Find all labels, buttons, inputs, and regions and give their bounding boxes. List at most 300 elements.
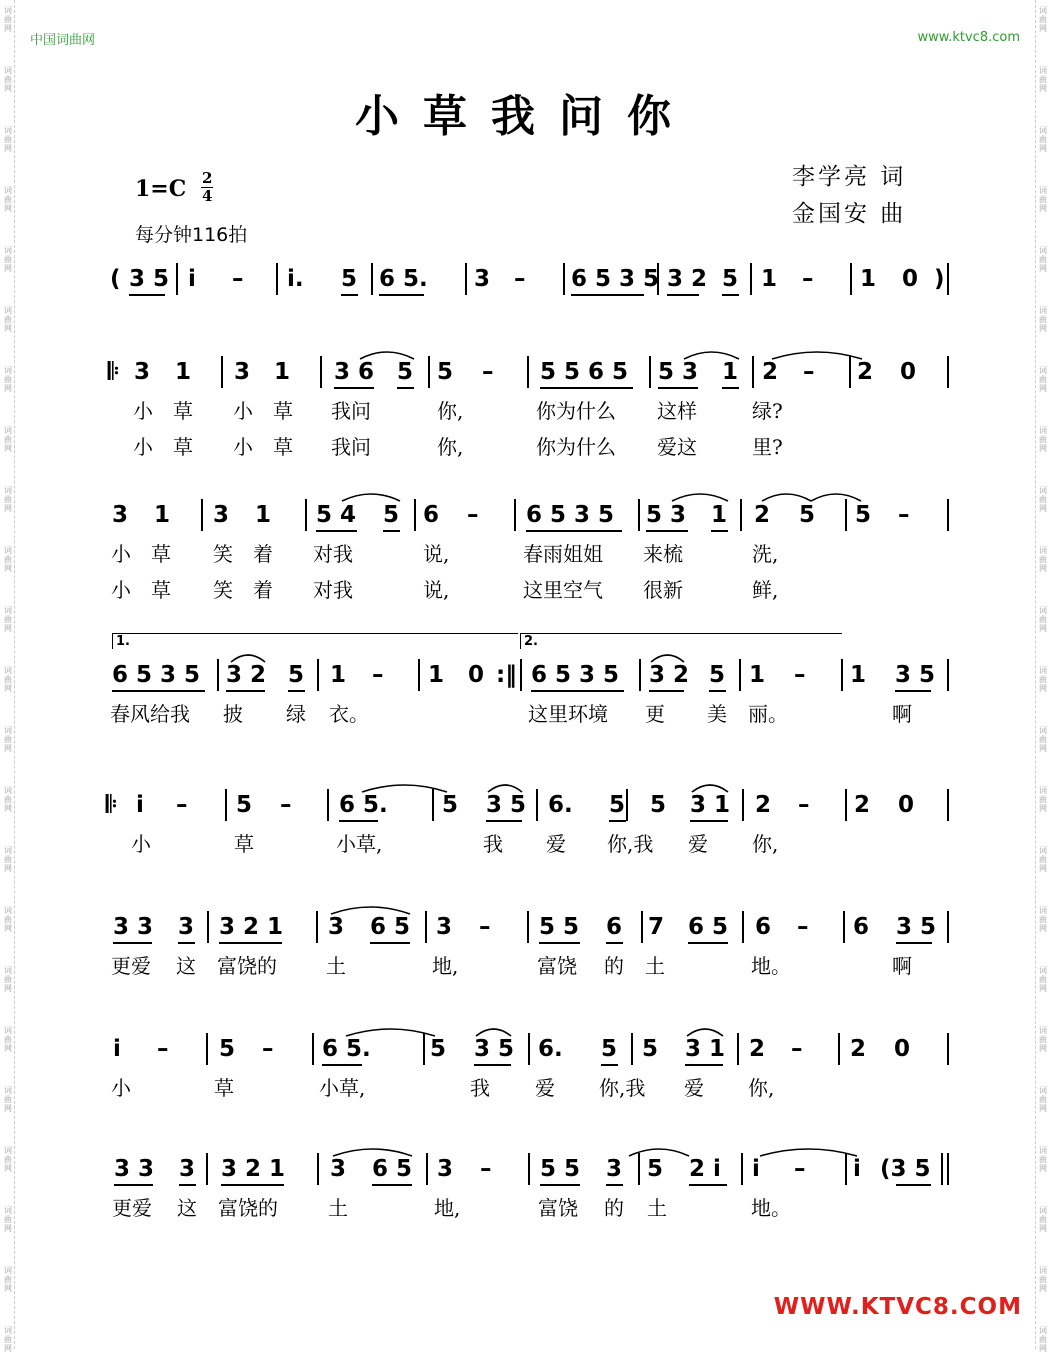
- note: 2 i: [689, 1156, 721, 1182]
- side-watermark: 词 曲 网: [4, 366, 12, 393]
- beam-underline: [341, 294, 358, 296]
- side-watermark: 词 曲 网: [1039, 666, 1047, 693]
- side-watermark: 词 曲 网: [4, 1266, 12, 1293]
- note: 3 2: [649, 662, 690, 688]
- volta-second-line: [520, 633, 842, 634]
- beam-underline: [383, 530, 400, 532]
- note: –: [262, 1036, 274, 1062]
- note: 5: [442, 792, 459, 818]
- note: (3 5: [880, 1156, 931, 1182]
- note: 3: [234, 359, 251, 385]
- lyric-syllable: 我问: [331, 435, 371, 459]
- note: 2: [749, 1036, 766, 1062]
- beam-underline: [896, 1184, 931, 1186]
- slur-tie: [344, 1025, 437, 1037]
- lyric-syllable: 土: [328, 1196, 348, 1220]
- barline: [225, 789, 227, 821]
- beam-underline: [226, 690, 265, 692]
- note: 5: [855, 502, 872, 528]
- note: 3 5: [474, 1036, 515, 1062]
- lyric-syllable: 洗,: [752, 542, 779, 566]
- lyric-syllable: 你为什么: [536, 399, 616, 423]
- note: i.: [287, 266, 304, 292]
- lyric-syllable: 说,: [423, 542, 450, 566]
- lyric-syllable: 草: [151, 542, 171, 566]
- slur-tie: [331, 1145, 414, 1157]
- note: 5: [601, 1036, 618, 1062]
- side-watermark: 词 曲 网: [4, 1326, 12, 1353]
- time-signature: [201, 170, 213, 205]
- note: 5 3: [646, 502, 687, 528]
- beam-underline: [689, 1184, 727, 1186]
- side-watermark: 词 曲 网: [1039, 966, 1047, 993]
- lyric-syllable: 绿: [286, 702, 306, 726]
- note: –: [482, 359, 494, 385]
- note: 2: [762, 359, 779, 385]
- lyric-syllable: 小: [233, 399, 253, 423]
- side-watermark: 词 曲 网: [1039, 66, 1047, 93]
- lyric-syllable: 草: [214, 1076, 234, 1100]
- lyric-syllable: 着: [253, 542, 273, 566]
- note: 5 4: [316, 502, 357, 528]
- note: 3: [213, 502, 230, 528]
- note: 1: [860, 266, 877, 292]
- note: 1: [255, 502, 272, 528]
- note: 3 1: [685, 1036, 726, 1062]
- side-watermark: 词 曲 网: [1039, 366, 1047, 393]
- barline: [520, 659, 522, 691]
- beam-underline: [690, 820, 728, 822]
- note: 6 5.: [379, 266, 428, 292]
- barline: [947, 659, 949, 691]
- slur-tie: [809, 490, 863, 502]
- note: 6 5 3 5: [571, 266, 660, 292]
- composer-credit: 金国安 曲: [792, 201, 907, 227]
- lyric-syllable: 鲜,: [752, 578, 779, 602]
- barline: [657, 263, 659, 295]
- barline: [221, 356, 223, 388]
- note: i: [853, 1156, 861, 1182]
- site-name[interactable]: 中国词曲网: [30, 33, 96, 48]
- barline: [639, 659, 641, 691]
- barline: [941, 1153, 943, 1185]
- note: 6.: [538, 1036, 563, 1062]
- note: 1: [711, 502, 728, 528]
- barline: [947, 1153, 949, 1185]
- note: 3: [474, 266, 491, 292]
- side-watermark: 词 曲 网: [1039, 546, 1047, 573]
- lyric-syllable: 的: [604, 1196, 624, 1220]
- lyric-syllable: 你,: [752, 832, 779, 856]
- lyric-syllable: 你,: [437, 399, 464, 423]
- lyric-syllable: 爱: [535, 1076, 555, 1100]
- beam-underline: [178, 942, 195, 944]
- note: 5: [430, 1036, 447, 1062]
- lyric-syllable: 春风给我: [110, 702, 190, 726]
- note: i: [752, 1156, 760, 1182]
- lyric-syllable: 土: [647, 1196, 667, 1220]
- side-watermark: 词 曲 网: [4, 486, 12, 513]
- barline: [426, 1153, 428, 1185]
- note: 3 3: [113, 914, 154, 940]
- barline: [947, 499, 949, 531]
- note: 5: [236, 792, 253, 818]
- lyric-syllable: 这: [176, 954, 196, 978]
- note: 6 5 3 5: [112, 662, 201, 688]
- note: 5: [609, 792, 626, 818]
- lyric-syllable: 草: [273, 435, 293, 459]
- slur-tie: [649, 651, 686, 663]
- side-watermark: 词 曲 网: [1039, 846, 1047, 873]
- lyric-syllable: 爱: [688, 832, 708, 856]
- slur-tie: [627, 1145, 691, 1157]
- lyric-syllable: 衣。: [329, 702, 369, 726]
- side-watermark: 词 曲 网: [1039, 1206, 1047, 1233]
- side-watermark: 词 曲 网: [1039, 1086, 1047, 1113]
- note: 5: [642, 1036, 659, 1062]
- lyric-syllable: 更爱: [112, 1196, 152, 1220]
- note: 1: [749, 662, 766, 688]
- lyric-syllable: 披: [223, 702, 243, 726]
- barline: [742, 911, 744, 943]
- lyric-syllable: 你,我: [607, 832, 654, 856]
- slur-tie: [229, 651, 267, 663]
- side-watermark: 词 曲 网: [1039, 726, 1047, 753]
- note: 3 2 1: [219, 914, 284, 940]
- beam-underline: [179, 1184, 196, 1186]
- beam-underline: [895, 690, 931, 692]
- lyric-syllable: 我: [483, 832, 503, 856]
- barline: [527, 911, 529, 943]
- beam-underline: [112, 690, 205, 692]
- barline: [176, 263, 178, 295]
- lyric-syllable: 地。: [751, 1196, 791, 1220]
- beam-underline: [531, 690, 624, 692]
- beam-underline: [609, 820, 626, 822]
- barline: [845, 789, 847, 821]
- beam-underline: [711, 530, 728, 532]
- lyric-syllable: 你,: [748, 1076, 775, 1100]
- lyric-syllable: 丽。: [748, 702, 788, 726]
- lyric-syllable: 里?: [752, 435, 783, 459]
- note: 3 5: [895, 662, 936, 688]
- side-watermark: 词 曲 网: [1039, 606, 1047, 633]
- song-title: 小草我问你: [355, 91, 695, 142]
- note: 0: [902, 266, 919, 292]
- note: 5: [650, 792, 667, 818]
- note: 6: [853, 914, 870, 940]
- side-watermark: 词 曲 网: [4, 546, 12, 573]
- note: 5: [341, 266, 358, 292]
- note: 6 5: [688, 914, 729, 940]
- note: 1: [761, 266, 778, 292]
- barline: [626, 789, 628, 821]
- beam-underline: [606, 1184, 623, 1186]
- lyric-syllable: 爱: [546, 832, 566, 856]
- note: 3 2: [667, 266, 708, 292]
- note: 1: [428, 662, 445, 688]
- note: 5: [219, 1036, 236, 1062]
- beam-underline: [372, 1184, 412, 1186]
- note: –: [794, 1156, 806, 1182]
- lyric-syllable: 来梳: [643, 542, 683, 566]
- note: –: [802, 266, 814, 292]
- note: 6 5: [370, 914, 411, 940]
- barline: [514, 499, 516, 531]
- slur-tie: [360, 781, 449, 793]
- barline: [528, 1033, 530, 1065]
- lyric-syllable: 小草,: [336, 832, 383, 856]
- side-watermark: 词 曲 网: [4, 606, 12, 633]
- beam-underline: [397, 387, 414, 389]
- note: i: [188, 266, 196, 292]
- note: 3: [112, 502, 129, 528]
- side-watermark: 词 曲 网: [1039, 486, 1047, 513]
- slur-tie: [329, 903, 412, 915]
- note: 6: [755, 914, 772, 940]
- lyric-syllable: 爱这: [657, 435, 697, 459]
- note: ): [934, 266, 945, 292]
- note: 1: [330, 662, 347, 688]
- beam-underline: [379, 294, 424, 296]
- lyric-syllable: 草: [273, 399, 293, 423]
- note: 5: [647, 1156, 664, 1182]
- side-watermark: 词 曲 网: [1039, 1146, 1047, 1173]
- volta-first-line: [112, 633, 518, 634]
- volta-second-label: 2.: [524, 634, 538, 649]
- note: 3 1: [690, 792, 731, 818]
- note: i: [136, 792, 144, 818]
- lyric-syllable: 我问: [331, 399, 371, 423]
- note: 2: [755, 792, 772, 818]
- barline: [649, 356, 651, 388]
- lyric-syllable: 富饶: [537, 954, 577, 978]
- lyric-syllable: 更: [645, 702, 665, 726]
- note: 6 5.: [322, 1036, 371, 1062]
- note: 2: [850, 1036, 867, 1062]
- side-watermark: 词 曲 网: [1039, 786, 1047, 813]
- volta-first-edge: [112, 633, 113, 649]
- note: 6 5 3 5: [526, 502, 615, 528]
- barline: [737, 1033, 739, 1065]
- volta-second-edge: [520, 633, 521, 649]
- slur-tie: [682, 348, 741, 360]
- footer-logo[interactable]: WWW.KTVC8.COM: [773, 1294, 1022, 1320]
- barline: [432, 789, 434, 821]
- beam-underline: [722, 387, 739, 389]
- slur-tie: [340, 490, 402, 502]
- beam-underline: [221, 1184, 284, 1186]
- note: 6 5 3 5: [531, 662, 620, 688]
- barline: [752, 356, 754, 388]
- barline: [414, 499, 416, 531]
- lyric-syllable: 春雨姐姐: [523, 542, 603, 566]
- barline: [638, 499, 640, 531]
- side-watermark: 词 曲 网: [1039, 1326, 1047, 1353]
- barline: [317, 1153, 319, 1185]
- beam-underline: [370, 942, 410, 944]
- note: –: [176, 792, 188, 818]
- beam-underline: [129, 294, 165, 296]
- barline: [527, 356, 529, 388]
- beam-underline: [709, 690, 726, 692]
- note: 3 3: [114, 1156, 155, 1182]
- side-watermark: 词 曲 网: [4, 426, 12, 453]
- barline: [838, 1033, 840, 1065]
- note: 5: [383, 502, 400, 528]
- note: 5 3: [658, 359, 699, 385]
- note: 5 5: [539, 914, 580, 940]
- lyric-syllable: 富饶的: [217, 954, 277, 978]
- beam-underline: [113, 942, 152, 944]
- barline: [563, 263, 565, 295]
- note: 6: [606, 914, 623, 940]
- note: 0: [894, 1036, 911, 1062]
- side-watermark: 词 曲 网: [4, 1146, 12, 1173]
- lyric-syllable: 对我: [313, 542, 353, 566]
- barline: [536, 789, 538, 821]
- note: 2: [854, 792, 871, 818]
- barline: [740, 499, 742, 531]
- lyric-syllable: 小: [133, 399, 153, 423]
- note: 3 2 1: [221, 1156, 286, 1182]
- lyric-syllable: 笑: [213, 542, 233, 566]
- barline: [845, 499, 847, 531]
- note: 3: [330, 1156, 347, 1182]
- barline: [276, 263, 278, 295]
- side-watermark: 词 曲 网: [1039, 246, 1047, 273]
- note: 2: [754, 502, 771, 528]
- barline: [320, 356, 322, 388]
- lyric-syllable: 富饶的: [218, 1196, 278, 1220]
- note: –: [232, 266, 244, 292]
- side-watermark: 词 曲 网: [1039, 426, 1047, 453]
- note: –: [798, 792, 810, 818]
- beam-underline: [649, 690, 684, 692]
- note: 3: [328, 914, 345, 940]
- barline: [316, 911, 318, 943]
- note: 5: [709, 662, 726, 688]
- lyric-syllable: 说,: [423, 578, 450, 602]
- note: –: [514, 266, 526, 292]
- note: i: [113, 1036, 121, 1062]
- lyric-syllable: 的: [604, 954, 624, 978]
- beam-underline: [896, 942, 932, 944]
- beam-underline: [601, 1064, 618, 1066]
- lyric-syllable: 对我: [313, 578, 353, 602]
- note: 1: [175, 359, 192, 385]
- barline: [201, 499, 203, 531]
- side-watermark: 词 曲 网: [4, 1206, 12, 1233]
- lyric-syllable: 地。: [751, 954, 791, 978]
- lyric-syllable: 小: [233, 435, 253, 459]
- side-watermark: 词 曲 网: [4, 726, 12, 753]
- barline: [418, 659, 420, 691]
- lyric-syllable: 啊: [892, 954, 912, 978]
- lyric-syllable: 更爱: [111, 954, 151, 978]
- note: (: [110, 266, 121, 292]
- barline: [947, 356, 949, 388]
- beam-underline: [571, 294, 644, 296]
- barline: [206, 1033, 208, 1065]
- side-watermark: 词 曲 网: [1039, 126, 1047, 153]
- beam-underline: [606, 942, 623, 944]
- tempo-marking: 每分钟116拍: [135, 224, 248, 246]
- barline: [742, 789, 744, 821]
- note: 6: [423, 502, 440, 528]
- note: 6 5.: [339, 792, 388, 818]
- beam-underline: [339, 820, 378, 822]
- lyric-syllable: 小: [111, 1076, 131, 1100]
- slur-tie: [685, 1025, 725, 1037]
- lyric-syllable: 草: [173, 399, 193, 423]
- time-bottom: 4: [202, 187, 213, 205]
- barline: [638, 1153, 640, 1185]
- barline: [641, 911, 643, 943]
- barline: [947, 911, 949, 943]
- barline: [845, 1153, 847, 1185]
- side-watermark: 词 曲 网: [4, 246, 12, 273]
- lyric-syllable: 笑: [213, 578, 233, 602]
- side-watermark: 词 曲 网: [1039, 1026, 1047, 1053]
- side-watermark: 词 曲 网: [4, 906, 12, 933]
- beam-underline: [688, 942, 728, 944]
- note: 7: [648, 914, 665, 940]
- note: 5: [437, 359, 454, 385]
- lyric-syllable: 小: [131, 832, 151, 856]
- beam-underline: [658, 387, 698, 389]
- note: 5: [288, 662, 305, 688]
- barline: [850, 263, 852, 295]
- barline: [207, 911, 209, 943]
- note: 5 5 6 5: [540, 359, 629, 385]
- note: 3 2: [226, 662, 267, 688]
- beam-underline: [540, 1184, 580, 1186]
- side-watermark: 词 曲 网: [4, 1086, 12, 1113]
- note: 3 6: [334, 359, 375, 385]
- lyric-syllable: 草: [151, 578, 171, 602]
- note: 5: [799, 502, 816, 528]
- beam-underline: [667, 294, 699, 296]
- beam-underline: [685, 1064, 723, 1066]
- note: –: [803, 359, 815, 385]
- beam-underline: [486, 820, 522, 822]
- lyric-syllable: 草: [173, 435, 193, 459]
- barline: [739, 659, 741, 691]
- note: :‖: [496, 662, 517, 688]
- side-watermark: 词 曲 网: [4, 66, 12, 93]
- site-url[interactable]: www.ktvc8.com: [917, 30, 1020, 45]
- barline: [947, 789, 949, 821]
- lyric-syllable: 你为什么: [536, 435, 616, 459]
- lyric-syllable: 这: [177, 1196, 197, 1220]
- note: 3: [437, 1156, 454, 1182]
- beam-underline: [334, 387, 374, 389]
- barline: [428, 356, 430, 388]
- slur-tie: [486, 781, 524, 793]
- lyricist-credit: 李学亮 词: [792, 164, 907, 190]
- lyric-syllable: 地,: [434, 1196, 461, 1220]
- note: –: [479, 914, 491, 940]
- slur-tie: [770, 348, 864, 360]
- note: 3: [179, 1156, 196, 1182]
- slur-tie: [474, 1025, 513, 1037]
- barline: [327, 789, 329, 821]
- lyric-syllable: 土: [645, 954, 665, 978]
- note: 1: [722, 359, 739, 385]
- barline: [631, 1033, 633, 1065]
- note: 5 5: [540, 1156, 581, 1182]
